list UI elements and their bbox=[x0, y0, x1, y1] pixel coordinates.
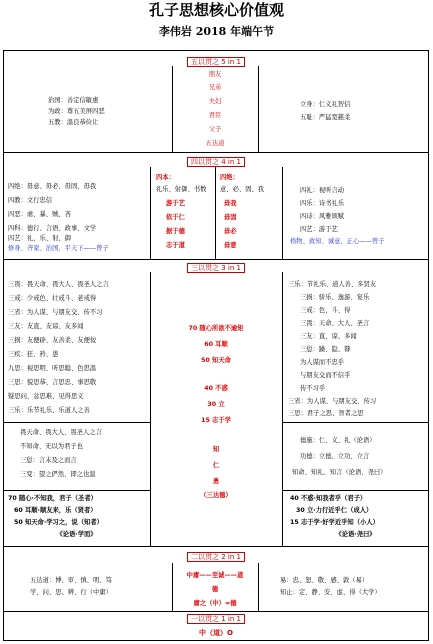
s4-mid2-sub: 意、必、固、我 bbox=[220, 186, 265, 193]
divider bbox=[282, 167, 283, 259]
s4-right-line: 四艺：游于艺 bbox=[300, 226, 338, 233]
s5-center-item: 兄弟 bbox=[208, 84, 222, 91]
s3-left-top-line: 九思：视思明、听思聪、色思温 bbox=[8, 365, 97, 372]
s3-center-item: （三达德） bbox=[200, 492, 232, 499]
s4-left-line: 四艺：礼、乐、射、御 bbox=[8, 235, 71, 242]
section-3-header: 三以贯之 3 in 1 bbox=[3, 263, 429, 273]
divider bbox=[3, 422, 150, 423]
s3-left-top-line: 三损：友便辟、友善柔、友便佞 bbox=[8, 337, 97, 344]
s3-right-bottom-line: 40 不惑·知我者乎（君子） bbox=[290, 495, 367, 502]
s5-left-line: 为政：尊五美屏四恶 bbox=[48, 108, 105, 115]
s4-mid1-item: 游于艺 bbox=[166, 200, 185, 207]
s2-left-line: 五达道：博、审、慎、明、笃 bbox=[30, 577, 112, 584]
s5-right-line: 五耻：严猛宽慈柔 bbox=[300, 114, 351, 121]
s3-right-top-line: 传不习乎 bbox=[300, 385, 326, 392]
s3-right-top-line: 三乐：节礼乐、道人善、多贤友 bbox=[288, 281, 377, 288]
s3-left-mid-line: 三变：望之俨然、即之也温 bbox=[20, 471, 96, 478]
divider bbox=[3, 546, 429, 547]
s4-mid2-head: 四绝： bbox=[220, 174, 239, 181]
s3-left-bottom-line: 《论语·学而》 bbox=[56, 531, 97, 538]
s3-left-bottom-line: 60 耳顺·顺友来，乐（贤者） bbox=[14, 507, 97, 514]
section-1-header: 一以贯之 1 in 1 bbox=[3, 614, 429, 624]
divider bbox=[3, 611, 429, 612]
section-5-header: 五以贯之 5 in 1 bbox=[3, 57, 429, 67]
page-title: 孔子思想核心价值观 bbox=[148, 1, 284, 19]
divider bbox=[3, 152, 429, 153]
s3-right-mid-line: 德施：仁、义、礼（论语） bbox=[300, 437, 376, 444]
s3-left-bottom-line: 50 知天命·学习之，说（知者） bbox=[14, 519, 103, 526]
s4-mid2-item: 毋固 bbox=[224, 214, 237, 221]
s4-mid1-item: 依于仁 bbox=[166, 214, 185, 221]
s3-left-top-line: 三戒：少戒色、壮戒斗、老戒得 bbox=[8, 295, 97, 302]
s5-center-item: 君臣 bbox=[208, 112, 222, 119]
s3-right-bottom-line: 《论语·尧曰》 bbox=[335, 531, 376, 538]
s3-right-top-line: 为人谋而不忠乎 bbox=[300, 359, 345, 366]
divider bbox=[3, 259, 429, 260]
s3-center-item: 40 不惑 bbox=[204, 385, 228, 392]
divider bbox=[3, 490, 150, 491]
s5-right-line: 立身：仁义礼智信 bbox=[300, 101, 351, 108]
s3-center-item: 仁 bbox=[212, 462, 220, 469]
s4-mid1-item: 据于德 bbox=[166, 228, 185, 235]
s3-right-top-line: 三省：为人谋、与朋友交、传习 bbox=[288, 398, 377, 405]
s3-center-item: 60 耳顺 bbox=[204, 341, 228, 348]
s3-right-bottom-line: 30 立·力行近乎仁（成人） bbox=[296, 507, 373, 514]
s3-right-top-line: 三畏：天命、大人、圣言 bbox=[300, 320, 370, 327]
s4-left-line: 四恶：虐、暴、贼、吝 bbox=[8, 211, 71, 218]
s3-left-top-line: 三省：为人谋、与朋友交、传不习 bbox=[8, 309, 103, 316]
s2-left-line: 学、问、思、辨、行（中庸） bbox=[30, 589, 112, 596]
s4-right-line: 四乐：诗书礼乐 bbox=[300, 200, 345, 207]
s3-left-mid-line: 三愆：言未及之而言 bbox=[20, 457, 77, 464]
s2-center-line: 德 bbox=[211, 586, 219, 593]
s3-left-mid-line: 不知命、无以为君子也 bbox=[20, 443, 83, 450]
s2-right-line: 易：忠、恕、敬、感、敦（易） bbox=[280, 577, 369, 584]
s3-left-top-line: 三乐：乐节礼乐、乐道人之善 bbox=[8, 407, 90, 414]
section-4-header: 四以贯之 4 in 1 bbox=[3, 157, 429, 167]
s3-right-top-line: 三戒：色、斗、得 bbox=[300, 307, 351, 314]
s3-left-top-line: 三思：貌思恭、言思忠、事思敬 bbox=[8, 379, 97, 386]
s4-left-line: 四科：德行、言语、政事、文学 bbox=[8, 225, 97, 232]
s3-left-mid-line: 畏天命、畏大人、畏圣人之言 bbox=[20, 429, 102, 436]
divider bbox=[215, 167, 216, 259]
s4-right-line: 四礼：视听言动 bbox=[300, 187, 345, 194]
s3-right-mid-line: 功德：立德、立功、立言 bbox=[300, 453, 370, 460]
divider bbox=[150, 167, 151, 259]
s3-left-bottom-line: 70 随心·不知我，君子（圣者） bbox=[8, 495, 97, 502]
s3-right-mid-line: 知命、知礼、知言（论语、尧曰） bbox=[292, 469, 387, 476]
divider bbox=[282, 272, 283, 546]
divider bbox=[282, 490, 429, 491]
s5-left-line: 治国：善定信敏惠 bbox=[48, 97, 99, 104]
s4-left-line: 四绝：毋意、毋必、毋固、毋我 bbox=[8, 183, 97, 190]
s4-mid1-head: 四本： bbox=[156, 174, 175, 181]
s3-center-item: 50 知天命 bbox=[201, 357, 231, 364]
s4-right-blue: 格物、致知、诚意、正心——曾子 bbox=[290, 238, 385, 245]
s5-center-item: 父子 bbox=[208, 126, 222, 133]
s3-center-item: 知 bbox=[212, 446, 220, 453]
s3-center-item: 70 随心所欲不逾矩 bbox=[188, 325, 244, 332]
divider bbox=[150, 272, 151, 546]
divider bbox=[282, 422, 429, 423]
divider bbox=[258, 563, 259, 611]
s2-right-line: 知止：定、静、安、虑、得（大学） bbox=[280, 589, 381, 596]
page-subtitle: 李伟岩 2018 年端午节 bbox=[158, 25, 275, 38]
s2-center-line: 中庸——至诚——道 bbox=[186, 572, 244, 579]
s3-right-top-line: 三友：直、谅、多闻 bbox=[300, 333, 357, 340]
s4-mid1-item: 志于道 bbox=[166, 242, 185, 249]
s3-right-top-line: 三损：骄乐、逸游、宴乐 bbox=[300, 294, 370, 301]
s4-left-line: 四教：文行忠信 bbox=[8, 197, 53, 204]
s4-mid2-item: 毋意 bbox=[224, 242, 237, 249]
s3-right-top-line: 与朋友交而不信乎 bbox=[300, 372, 351, 379]
s5-center-item: 朋友 bbox=[208, 71, 222, 78]
s5-center-item: 夫妇 bbox=[208, 98, 222, 105]
divider bbox=[258, 66, 259, 152]
s5-center-item: 五达道 bbox=[205, 140, 225, 147]
s3-right-bottom-line: 15 志于学·好学近乎知（小人） bbox=[290, 519, 379, 526]
s4-left-blue: 修身、齐家、治国、平天下——曾子 bbox=[8, 245, 109, 252]
s1-center: 中（道）O bbox=[199, 629, 233, 637]
s4-mid2-item: 毋必 bbox=[224, 228, 237, 235]
s4-right-line: 四诗：风雅颂赋 bbox=[300, 213, 345, 220]
s3-left-top-line: 疑思问、忿思难、见得思义 bbox=[8, 393, 84, 400]
s3-left-top-line: 三疾：狂、矜、愚 bbox=[8, 351, 59, 358]
s3-center-item: 勇 bbox=[212, 478, 220, 485]
s3-left-top-line: 三友：友直、友谅、友多闻 bbox=[8, 323, 84, 330]
s3-center-item: 30 立 bbox=[207, 401, 225, 408]
s3-right-top-line: 三思：君子之思、智者之思 bbox=[288, 410, 364, 417]
s3-center-item: 15 志于学 bbox=[201, 417, 231, 424]
section-2-header: 二以贯之 2 in 1 bbox=[3, 552, 429, 562]
s4-mid2-item: 毋我 bbox=[224, 200, 237, 207]
s5-left-line: 五教：温良恭俭让 bbox=[48, 119, 99, 126]
s3-right-top-line: 三愆：躁、隐、瞽 bbox=[300, 346, 351, 353]
s3-left-top-line: 三畏：畏天命、畏大人、畏圣人之言 bbox=[8, 281, 109, 288]
s4-mid1-sub: 礼乐、射御、书数 bbox=[156, 186, 207, 193]
s2-center-line: 庸之（中）=德 bbox=[193, 600, 237, 607]
